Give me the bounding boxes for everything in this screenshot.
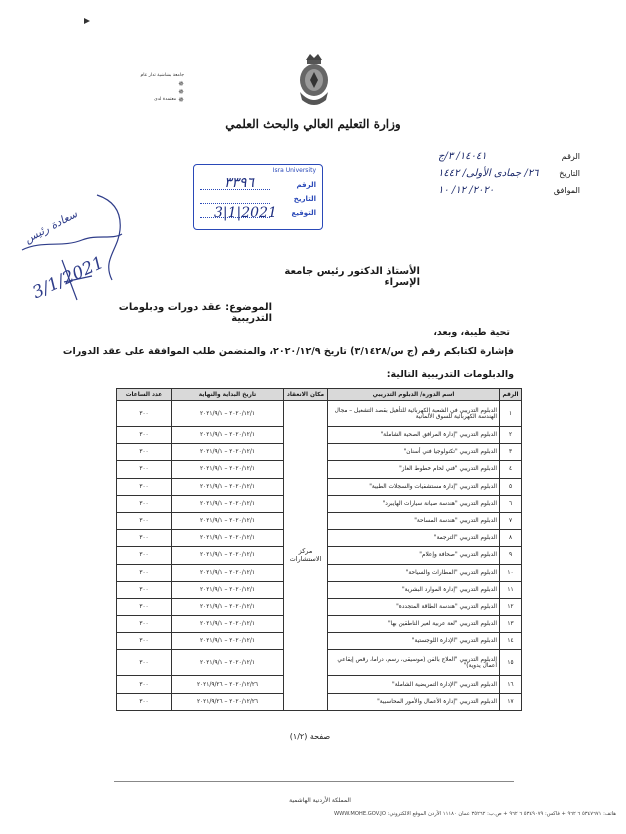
- margin-note-line1: سعادة رئيس: [22, 207, 80, 246]
- cell-hours: ٣٠٠: [117, 495, 172, 512]
- stamp-number-label: الرقم: [296, 181, 316, 189]
- cell-num: ٤: [500, 461, 522, 478]
- greeting: تحية طيبة، وبعد،: [433, 327, 510, 338]
- cell-dates: ٢٠٢٠/١٢/١ – ٢٠٢١/٩/١: [172, 633, 284, 650]
- cell-course-name: الدبلوم التدريبي "المطارات والسياحة": [328, 564, 500, 581]
- cell-num: ٢: [500, 427, 522, 444]
- cell-dates: ٢٠٢٠/١٢/١ – ٢٠٢١/٩/١: [172, 530, 284, 547]
- cell-course-name: الدبلوم التدريبي "تكنولوجيا فني أسنان": [328, 444, 500, 461]
- cell-course-name: الدبلوم التدريبي "هندسة المساحة": [328, 512, 500, 529]
- cell-hours: ٣٠٠: [117, 598, 172, 615]
- stamp-signature-label: التوقيع: [291, 209, 316, 217]
- cell-dates: ٢٠٢٠/١٢/١ – ٢٠٢١/٩/١: [172, 461, 284, 478]
- star-icon: ✵: [178, 96, 184, 104]
- cell-course-name: الدبلوم التدريبي "الترجمة": [328, 530, 500, 547]
- subject-line: الموضوع: عقد دورات ودبلومات التدريبية: [118, 302, 272, 324]
- cell-dates: ٢٠٢٠/١٢/١ – ٢٠٢١/٩/١: [172, 581, 284, 598]
- header-num: الرقم: [500, 389, 522, 401]
- header-dates: تاريخ البداية والنهاية: [172, 389, 284, 401]
- cell-dates: ٢٠٢٠/١٢/١ – ٢٠٢١/٩/١: [172, 444, 284, 461]
- incoming-stamp: [193, 164, 323, 230]
- cell-num: ١١: [500, 581, 522, 598]
- table-header-row: [117, 389, 522, 401]
- cell-hours: ٣٠٠: [117, 478, 172, 495]
- footer-contact: هاتف: ٥٣٤٧٦٧١ ٦ ٩٦٢ + فاكس: ٥٣٤٩٠٧٩ ٦ ٩٦٢ + ص.ب: ٣٥٢٦٢ عمان ١١١٨٠ الأردن الموقع الالكتروني: WWW.MOHE.GOV.JO: [333, 811, 616, 817]
- cell-num: ٥: [500, 478, 522, 495]
- stamp-number-hand: ٣٣٩٦: [224, 175, 255, 191]
- table-row: [117, 401, 522, 427]
- ref-date-label: التاريخ: [559, 169, 580, 178]
- cell-num: ٧: [500, 512, 522, 529]
- cell-course-name: الدبلوم التدريبي "الإدارة التمريضية الشاملة": [328, 676, 500, 693]
- cell-hours: ٣٠٠: [117, 547, 172, 564]
- cell-dates: ٢٠٢٠/١٢/١ – ٢٠٢١/٩/١: [172, 650, 284, 676]
- cell-dates: ٢٠٢٠/١٢/١ – ٢٠٢١/٩/١: [172, 495, 284, 512]
- cell-hours: ٣٠٠: [117, 676, 172, 693]
- cell-dates: ٢٠٢٠/١٢/٢٦ – ٢٠٢١/٩/٢٦: [172, 693, 284, 710]
- page-number: صفحة (١/٢): [289, 732, 331, 741]
- cell-dates: ٢٠٢٠/١٢/١ – ٢٠٢١/٩/١: [172, 478, 284, 495]
- paragraph-line-2: والدبلومات التدريبية التالية:: [386, 369, 514, 380]
- header-place: مكان الانعقاد: [284, 389, 328, 401]
- cell-hours: ٣٠٠: [117, 693, 172, 710]
- cell-num: ١٧: [500, 693, 522, 710]
- cell-dates: ٢٠٢٠/١٢/١ – ٢٠٢١/٩/١: [172, 512, 284, 529]
- ref-number-value: ١٤٠٤١/ ٣/ج: [438, 151, 487, 162]
- cell-hours: ٣٠٠: [117, 616, 172, 633]
- cell-hours: ٣٠٠: [117, 530, 172, 547]
- cell-course-name: الدبلوم التدريبي "العلاج بالفن (موسيقى، رسم، دراما، رقص إيقاعي أعمال يدوية)": [328, 650, 500, 676]
- left-accreditation-info: [124, 72, 184, 104]
- courses-table: [116, 388, 522, 711]
- cell-dates: ٢٠٢٠/١٢/٢٦ – ٢٠٢١/٩/٢٦: [172, 676, 284, 693]
- header-name: اسم الدورة/ الدبلوم التدريبي: [328, 389, 500, 401]
- addressee: الأستاذ الدكتور رئيس جامعة الإسراء: [284, 266, 420, 288]
- cell-dates: ٢٠٢٠/١٢/١ – ٢٠٢١/٩/١: [172, 616, 284, 633]
- cell-num: ١٢: [500, 598, 522, 615]
- stamp-date-label: التاريخ: [293, 195, 316, 203]
- cell-course-name: الدبلوم التدريبي "إدارة الأعمال والأمور المحاسبية": [328, 693, 500, 710]
- footer-divider: [114, 781, 514, 782]
- cell-num: ١: [500, 401, 522, 427]
- cell-hours: ٣٠٠: [117, 427, 172, 444]
- footer-country: المملكة الأردنية الهاشمية: [289, 797, 351, 804]
- cell-hours: ٣٠٠: [117, 633, 172, 650]
- cell-num: ٦: [500, 495, 522, 512]
- cell-course-name: الدبلوم التدريبي "إدارة مستشفيات والسجلات الطبية": [328, 478, 500, 495]
- star-icon: ✵: [178, 80, 184, 88]
- ref-date-value: ٢٦/ جمادى الأولى/ ١٤٤٢: [438, 168, 539, 179]
- jordan-emblem-icon: [296, 52, 332, 110]
- cell-dates: ٢٠٢٠/١٢/١ – ٢٠٢١/٩/١: [172, 427, 284, 444]
- ref-number-label: الرقم: [561, 152, 580, 161]
- cell-hours: ٣٠٠: [117, 461, 172, 478]
- reference-block: [438, 148, 580, 199]
- cell-dates: ٢٠٢٠/١٢/١ – ٢٠٢١/٩/١: [172, 547, 284, 564]
- handwriting-scribble-icon: [2, 190, 172, 320]
- stamp-university: Isra University: [272, 167, 316, 174]
- cell-hours: ٣٠٠: [117, 401, 172, 427]
- stamp-line: [200, 203, 270, 204]
- cell-hours: ٣٠٠: [117, 650, 172, 676]
- ministry-name: وزارة التعليم العالي والبحث العلمي: [225, 117, 401, 131]
- cell-course-name: الدبلوم التدريبي "لغة عربية لغير الناطقين بها": [328, 616, 500, 633]
- cell-hours: ٣٠٠: [117, 444, 172, 461]
- cell-dates: ٢٠٢٠/١٢/١ – ٢٠٢١/٩/١: [172, 598, 284, 615]
- margin-handwritten-note: [2, 190, 172, 320]
- info-line: معتمدة لدى: [154, 97, 177, 102]
- cell-hours: ٣٠٠: [117, 512, 172, 529]
- cell-course-name: الدبلوم التدريبي "هندسة الطاقة المتجددة": [328, 598, 500, 615]
- cell-num: ١٥: [500, 650, 522, 676]
- cell-course-name: الدبلوم التدريبي "الإدارة اللوجستية": [328, 633, 500, 650]
- cell-course-name: الدبلوم التدريبي "فني لحام خطوط الغاز": [328, 461, 500, 478]
- cell-course-name: الدبلوم التدريبي "إدارة المرافق الصحية الشاملة": [328, 427, 500, 444]
- cell-course-name: الدبلوم التدريبي "صحافة وإعلام": [328, 547, 500, 564]
- info-line: جامعة بشاشية تدار عام: [140, 73, 184, 78]
- cell-course-name: الدبلوم التدريبي في الشعبة الكهربائية للتأهيل بقصد التشغيل – مجال الهندسة الكهربائية للسوق الألمانية: [328, 401, 500, 427]
- cell-course-name: الدبلوم التدريبي "هندسة صيانة سيارات الهايبرد": [328, 495, 500, 512]
- ref-equivalent-label: الموافق: [553, 186, 580, 195]
- ref-equivalent-value: ٢٠٢٠/ ١٢/ ١٠: [438, 185, 495, 196]
- cell-place: مركز الاستشارات: [284, 401, 328, 711]
- star-icon: ✵: [178, 88, 184, 96]
- cell-dates: ٢٠٢٠/١٢/١ – ٢٠٢١/٩/١: [172, 401, 284, 427]
- stamp-date-hand: 3|1|2021: [214, 205, 277, 221]
- cell-num: ١٤: [500, 633, 522, 650]
- header-hours: عدد الساعات: [117, 389, 172, 401]
- cell-hours: ٣٠٠: [117, 581, 172, 598]
- cell-num: ١٠: [500, 564, 522, 581]
- cell-num: ١٣: [500, 616, 522, 633]
- cell-num: ٩: [500, 547, 522, 564]
- cell-dates: ٢٠٢٠/١٢/١ – ٢٠٢١/٩/١: [172, 564, 284, 581]
- paragraph-line-1: فإشارة لكتابكم رقم (ج س/٣/١٤٢٨) تاريخ ٢٠٢٠/١٢/٩، والمتضمن طلب الموافقة على عقد الدورات: [62, 346, 514, 357]
- margin-note-date: 3/1/2021: [29, 252, 108, 304]
- corner-mark-icon: [84, 18, 90, 24]
- cell-hours: ٣٠٠: [117, 564, 172, 581]
- cell-course-name: الدبلوم التدريبي "إدارة الموارد البشرية": [328, 581, 500, 598]
- cell-num: ١٦: [500, 676, 522, 693]
- cell-num: ٣: [500, 444, 522, 461]
- cell-num: ٨: [500, 530, 522, 547]
